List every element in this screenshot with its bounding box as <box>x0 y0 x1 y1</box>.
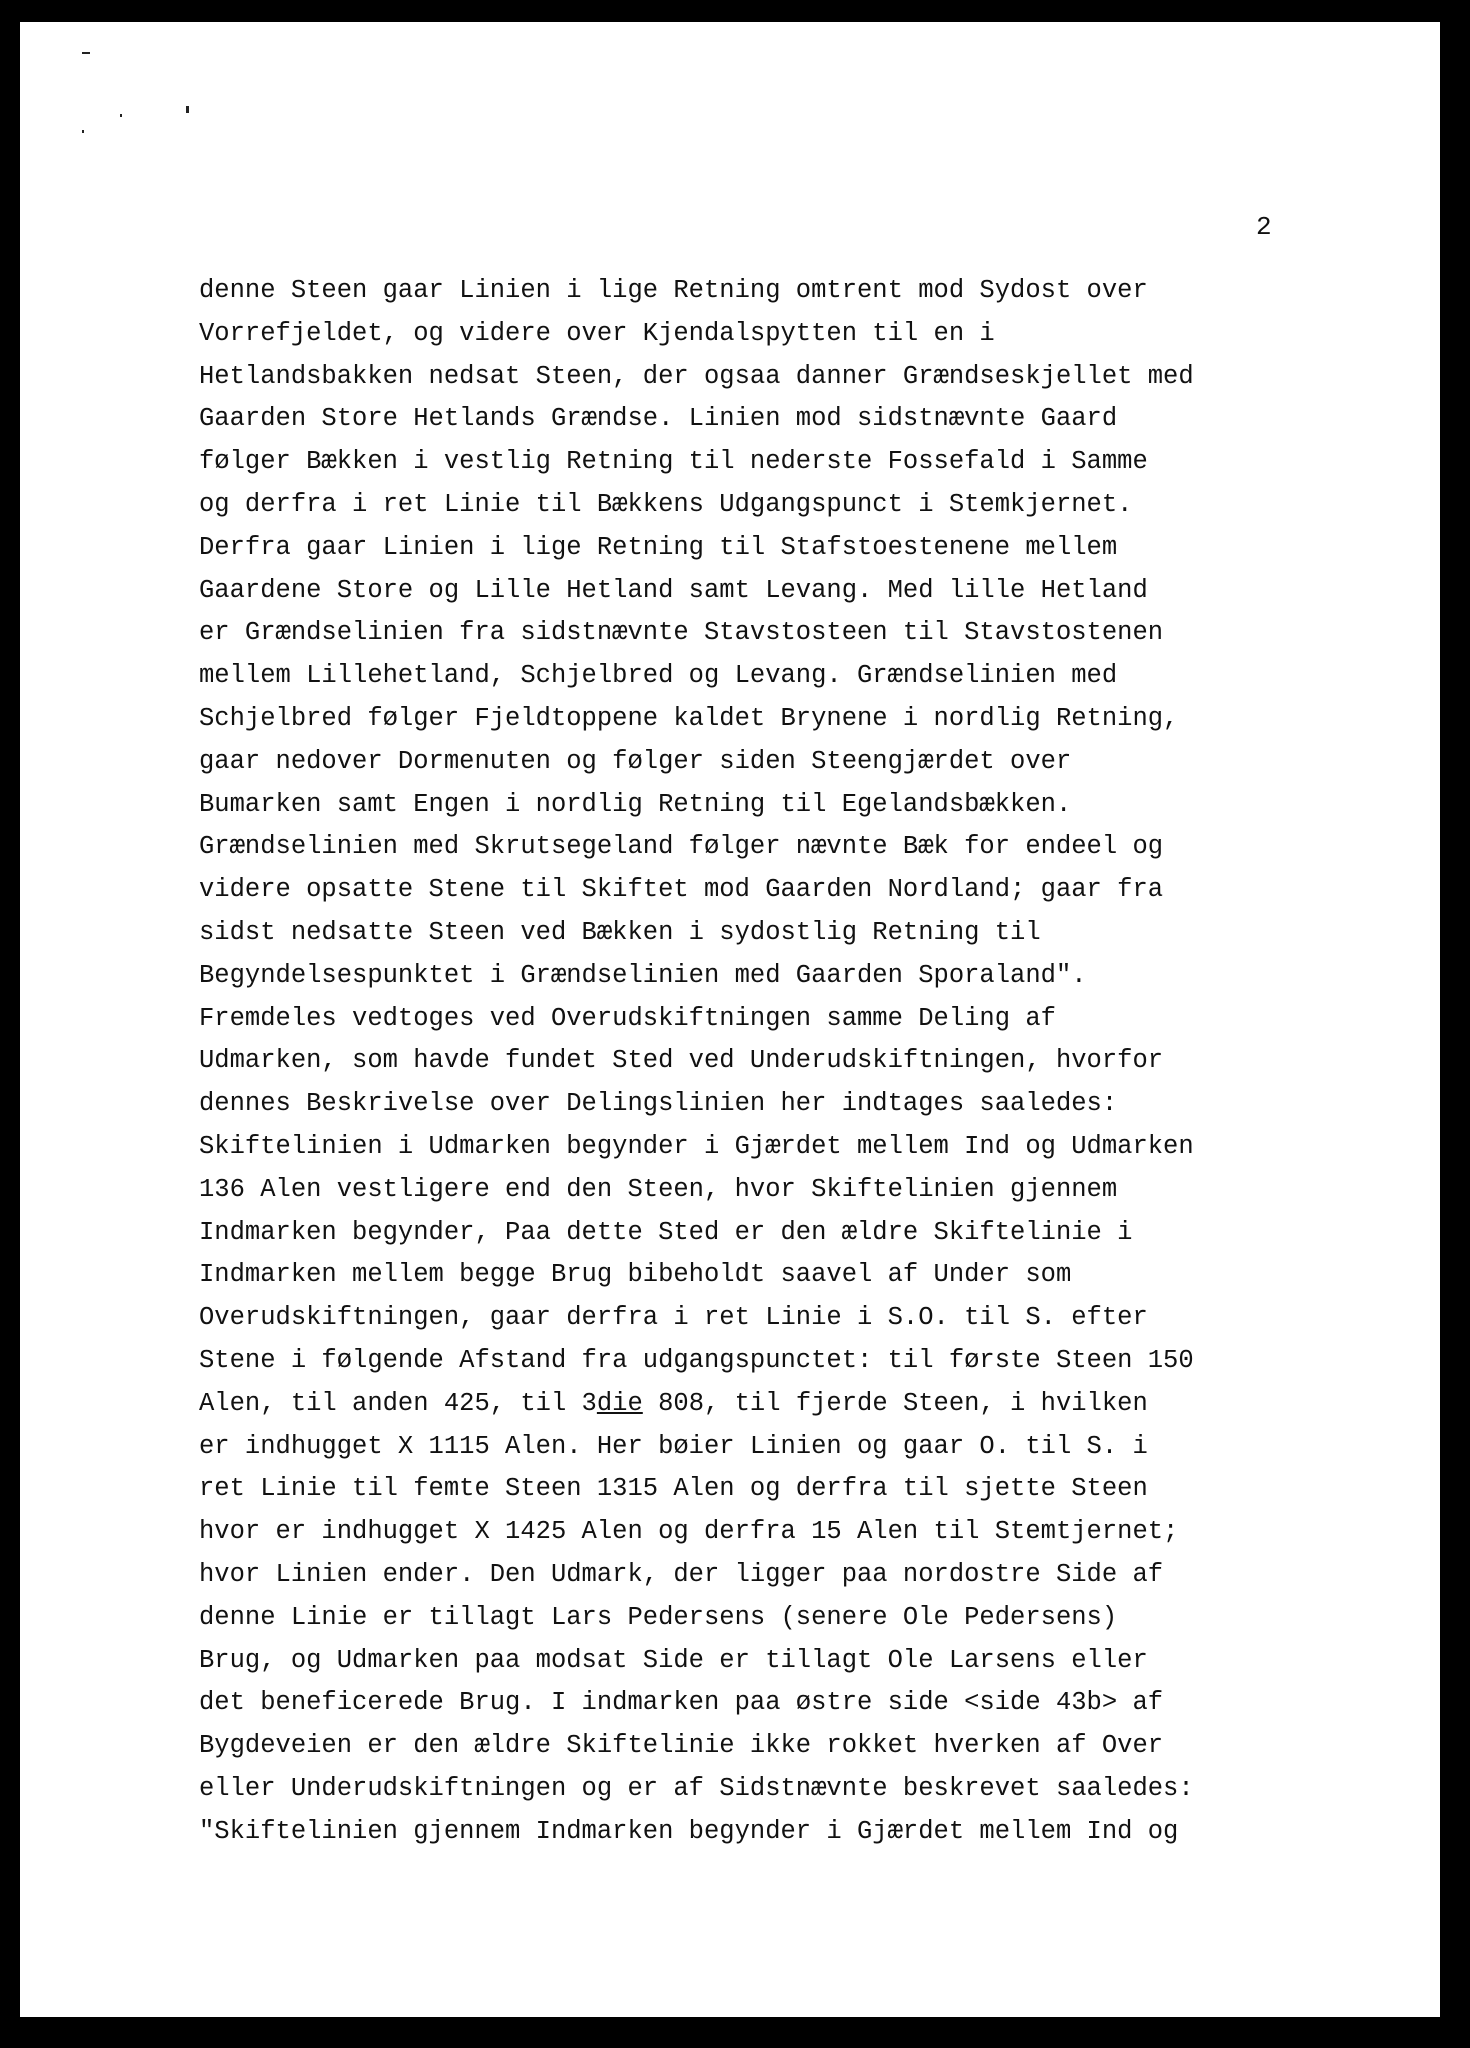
underlined-text: die <box>596 1388 643 1418</box>
text-line: Indmarken mellem begge Brug bibeholdt saavel af Under som <box>199 1260 1072 1290</box>
text-line: Hetlandsbakken nedsat Steen, der ogsaa danner Grændseskjellet med <box>199 361 1194 391</box>
text-line: denne Linie er tillagt Lars Pedersens (senere Ole Pedersens) <box>199 1602 1118 1632</box>
text-line: Skiftelinien i Udmarken begynder i Gjærdet mellem Ind og Udmarken <box>199 1131 1194 1161</box>
text-line: Stene i følgende Afstand fra udgangspunctet: til første Steen 150 <box>199 1345 1194 1375</box>
text-line: er Grændselinien fra sidstnævnte Stavstosteen til Stavstostenen <box>199 618 1164 648</box>
text-line: videre opsatte Stene til Skiftet mod Gaarden Nordland; gaar fra <box>199 875 1164 905</box>
text-line: og derfra i ret Linie til Bækkens Udgangspunct i Stemkjernet. <box>199 489 1133 519</box>
text-line: Bumarken samt Engen i nordlig Retning til Egelandsbækken. <box>199 789 1072 819</box>
text-line <box>199 1383 1287 1426</box>
text-segment: 808, til fjerde Steen, i hvilken <box>642 1388 1148 1418</box>
text-line: Vorrefjeldet, og videre over Kjendalspytten til en i <box>199 318 995 348</box>
text-line: hvor er indhugget X 1425 Alen og derfra 15 Alen til Stemtjernet; <box>199 1517 1179 1547</box>
page-number: 2 <box>1256 212 1272 242</box>
document-page <box>20 22 1440 2017</box>
text-line: Overudskiftningen, gaar derfra i ret Linie i S.O. til S. efter <box>199 1303 1148 1333</box>
text-line: Gaarden Store Hetlands Grændse. Linien mod sidstnævnte Gaard <box>199 404 1118 434</box>
text-line: 136 Alen vestligere end den Steen, hvor Skiftelinien gjennem <box>199 1174 1118 1204</box>
text-line: Grændselinien med Skrutsegeland følger nævnte Bæk for endeel og <box>199 832 1164 862</box>
text-line: Derfra gaar Linien i lige Retning til Stafstoestenene mellem <box>199 532 1118 562</box>
scan-speck <box>120 114 122 117</box>
text-line: er indhugget X 1115 Alen. Her bøier Linien og gaar O. til S. i <box>199 1431 1148 1461</box>
text-line: dennes Beskrivelse over Delingslinien her indtages saaledes: <box>199 1089 1118 1119</box>
text-line: det beneficerede Brug. I indmarken paa østre side <side 43b> af <box>199 1688 1164 1718</box>
text-line: gaar nedover Dormenuten og følger siden Steengjærdet over <box>199 746 1072 776</box>
text-line: ret Linie til femte Steen 1315 Alen og derfra til sjette Steen <box>199 1474 1148 1504</box>
text-segment: Alen, til anden 425, til 3 <box>199 1388 597 1418</box>
text-line: Fremdeles vedtoges ved Overudskiftningen samme Deling af <box>199 1003 1056 1033</box>
text-line: denne Steen gaar Linien i lige Retning omtrent mod Sydost over <box>199 276 1148 305</box>
text-line: sidst nedsatte Steen ved Bækken i sydostlig Retning til <box>199 917 1041 947</box>
scan-speck <box>82 52 90 54</box>
body-text <box>199 270 1287 1853</box>
scan-speck <box>82 130 84 133</box>
text-line: eller Underudskiftningen og er af Sidstnævnte beskrevet saaledes: <box>199 1773 1194 1803</box>
text-line: hvor Linien ender. Den Udmark, der ligger paa nordostre Side af <box>199 1559 1164 1589</box>
text-line: følger Bækken i vestlig Retning til nederste Fossefald i Samme <box>199 447 1148 477</box>
text-line: "Skiftelinien gjennem Indmarken begynder i Gjærdet mellem Ind og <box>199 1816 1179 1846</box>
text-line: Begyndelsespunktet i Grændselinien med Gaarden Sporaland". <box>199 960 1087 990</box>
text-line: mellem Lillehetland, Schjelbred og Levang. Grændselinien med <box>199 661 1118 691</box>
scan-speck <box>186 106 189 113</box>
text-line: Schjelbred følger Fjeldtoppene kaldet Brynene i nordlig Retning, <box>199 703 1179 733</box>
text-line: Udmarken, som havde fundet Sted ved Underudskiftningen, hvorfor <box>199 1046 1164 1076</box>
text-line: Indmarken begynder, Paa dette Sted er den ældre Skiftelinie i <box>199 1217 1133 1247</box>
text-line: Gaardene Store og Lille Hetland samt Levang. Med lille Hetland <box>199 575 1148 605</box>
text-line: Bygdeveien er den ældre Skiftelinie ikke rokket hverken af Over <box>199 1731 1164 1761</box>
text-line: Brug, og Udmarken paa modsat Side er tillagt Ole Larsens eller <box>199 1645 1148 1675</box>
